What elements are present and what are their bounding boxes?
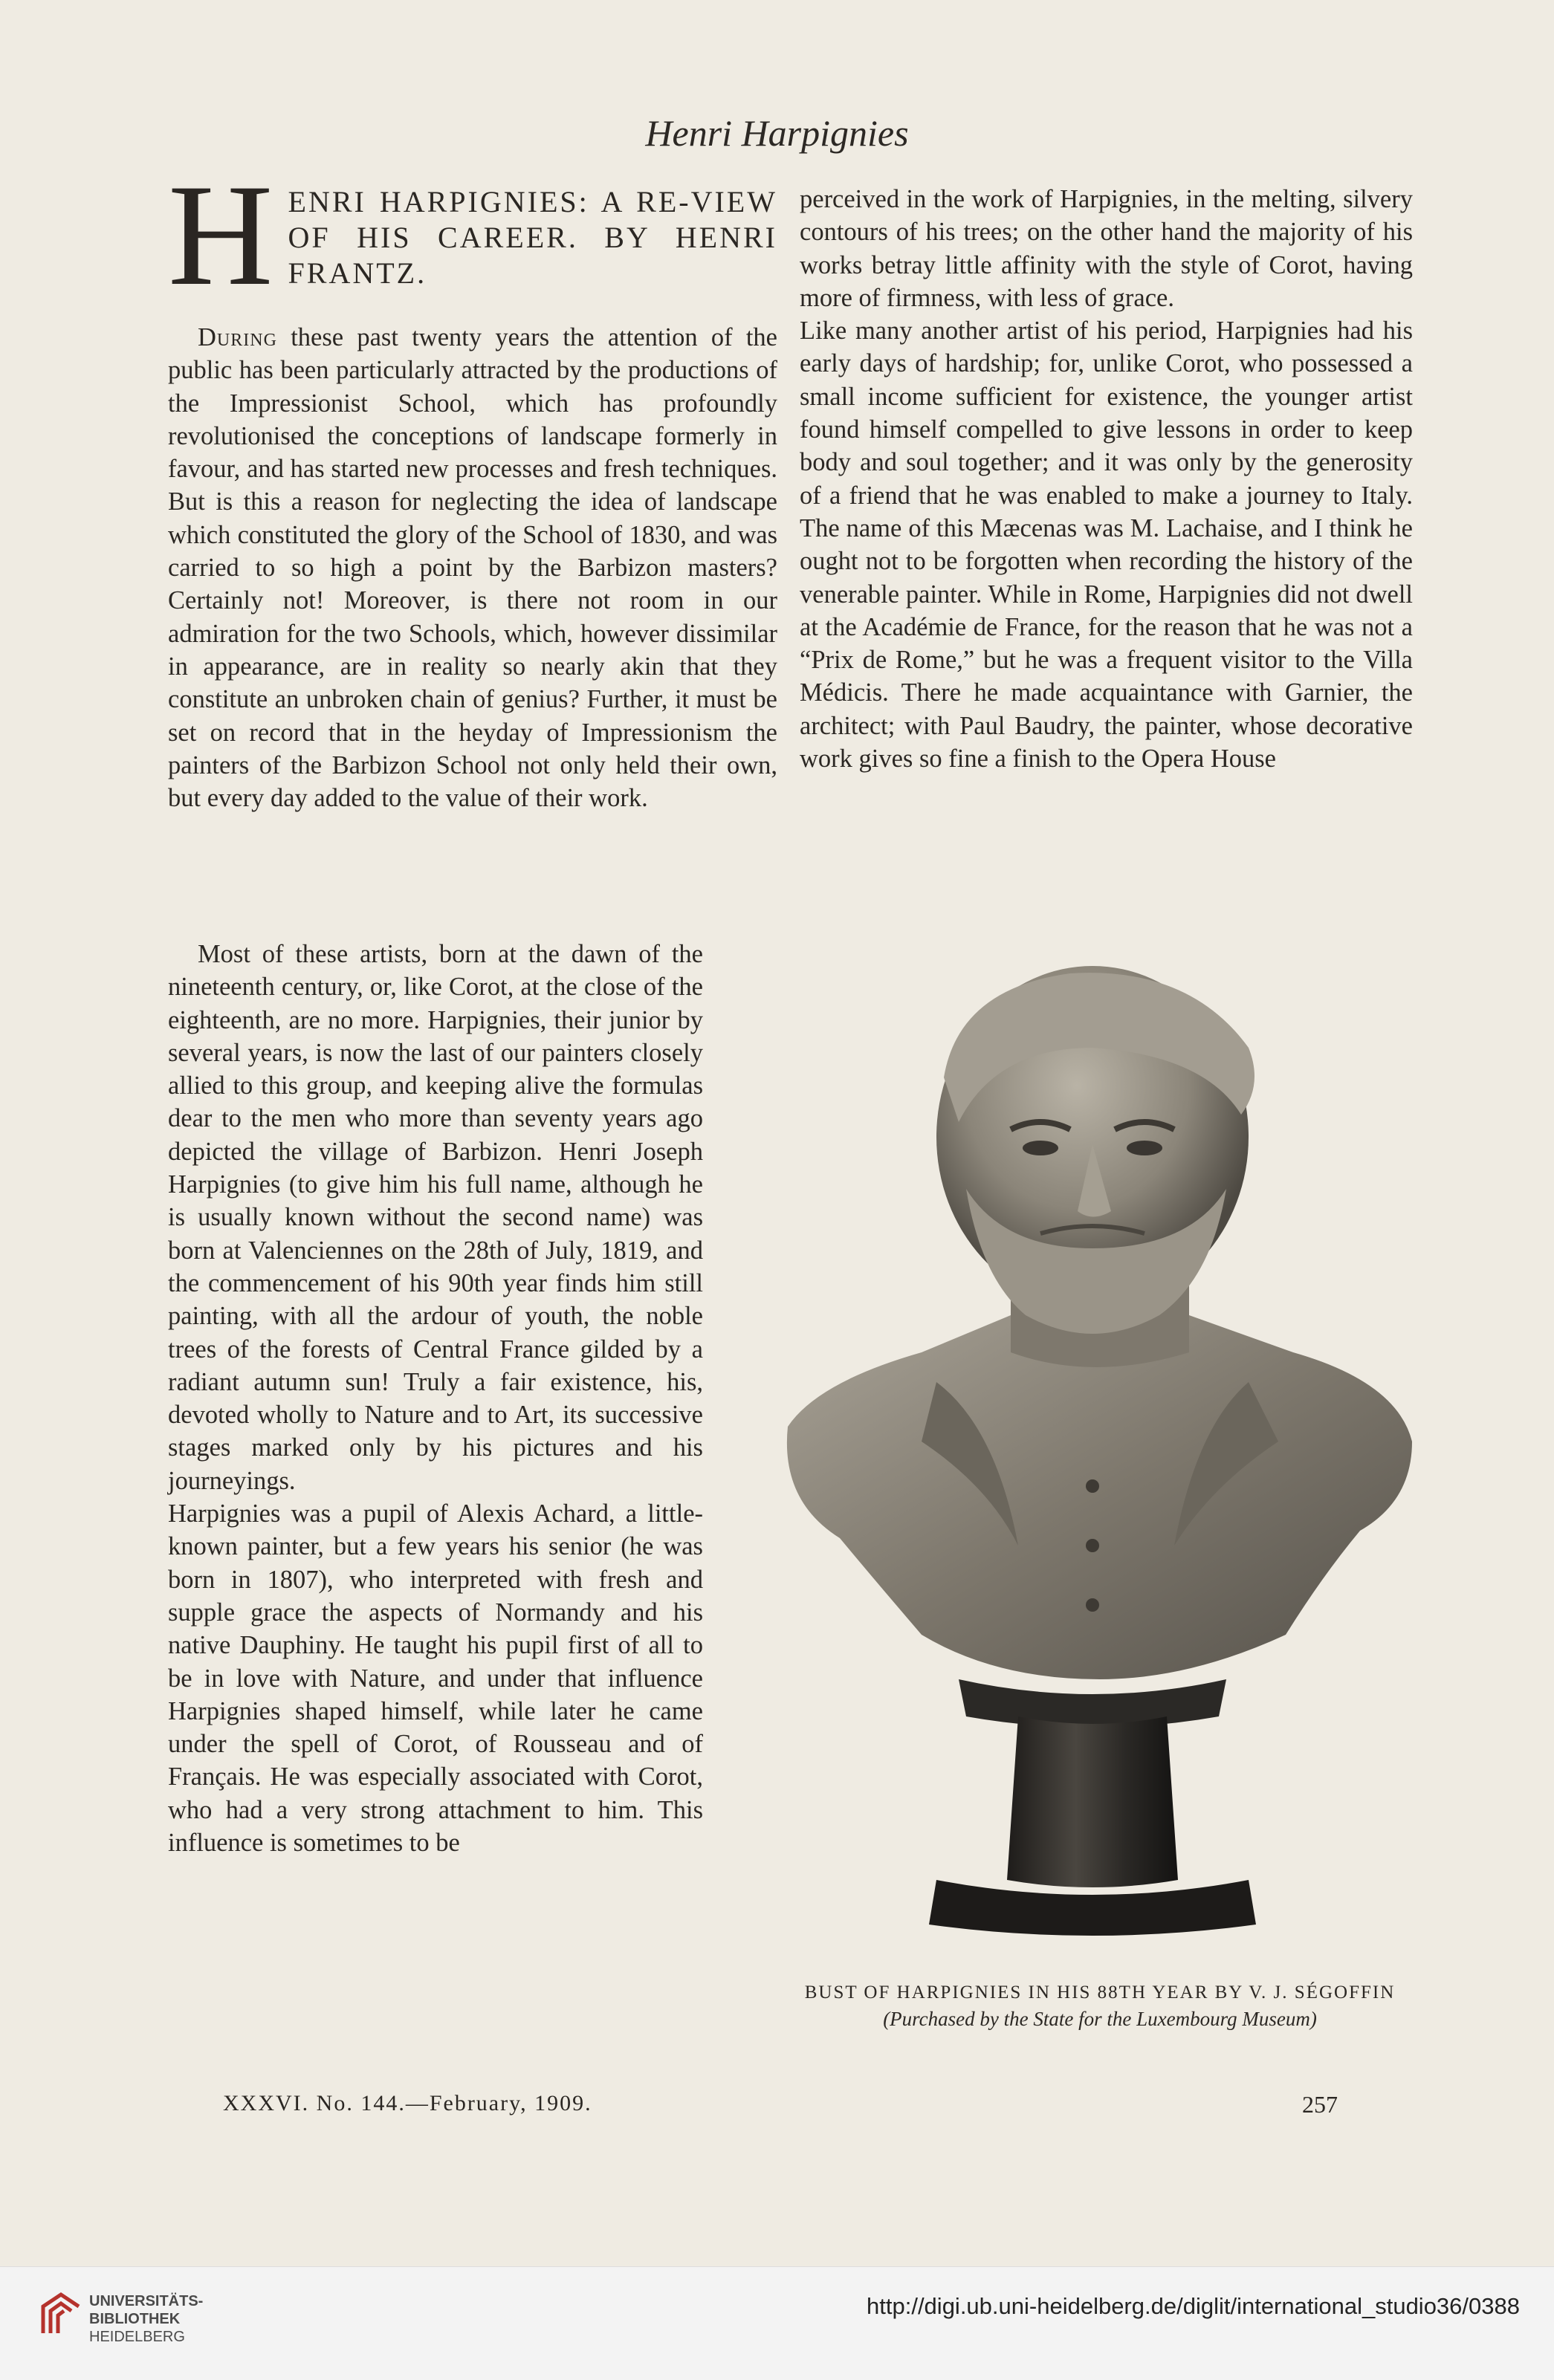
paragraph-artists: Most of these artists, born at the dawn of the nineteenth century, or, like Corot, at the close of the eighteenth, are no more. Harpignies, their junior by several years, is now the last of our painters closely allied to this group, and keeping alive the formulas dear to the men who more than seventy years ago depicted the village of Barbizon. Henri Joseph Harpignies (to give him his full name, although he is usually known without the second name) was born at Valenciennes on the 28th of July, 1819, and the commencement of his 90th year finds him still painting, with all the ardour of youth, the noble trees of the forests of Central France gilded by a radiant autumn sun! Truly a fair existence, his, devoted wholly to Nature and to Art, its successive stages marked only by his pictures and his journeyings. xyxy=(168,940,703,1495)
right-column xyxy=(800,183,1413,775)
paragraph-hardship: Like many another artist of his period, Harpignies had his early days of hardship; for, unlike Corot, who possessed a small income sufficient for existence, the younger artist found himself compelled to give lessons in order to keep body and soul together; and it was only by the generosity of a friend that he was enabled to make a journey to Italy. The name of this Mæcenas was M. Lachaise, and I think he ought not to be forgotten when recording the history of the venerable painter. While in Rome, Harpignies did not dwell at the Académie de France, for the reason that he was not a “Prix de Rome,” but he was a frequent visitor to the Villa Médicis. There he made acquaintance with Garnier, the architect; with Paul Baudry, the painter, whose decorative work gives so fine a finish to the Opera House xyxy=(800,317,1413,774)
page-number: 257 xyxy=(1302,2091,1338,2118)
figure-caption xyxy=(773,1982,1427,2031)
source-url-link[interactable]: http://digi.ub.uni-heidelberg.de/diglit/international_studio36/0388 xyxy=(867,2293,1520,2319)
paragraph-intro xyxy=(168,321,777,814)
bust-image xyxy=(773,966,1427,1962)
library-name-line2: BIBLIOTHEK xyxy=(89,2311,181,2327)
library-name-line1: UNIVERSITÄTS- xyxy=(89,2293,204,2309)
running-head: Henri Harpignies xyxy=(645,112,909,154)
library-name xyxy=(89,2292,203,2346)
library-name-line3: HEIDELBERG xyxy=(89,2329,185,2345)
article-headline xyxy=(168,155,777,316)
left-column xyxy=(168,155,777,814)
issue-footer: XXXVI. No. 144.—February, 1909. xyxy=(223,2091,592,2115)
bust-illustration xyxy=(773,966,1427,1962)
headline-text: ENRI HARPIGNIES: A RE-VIEW OF HIS CAREER. BY HENRI FRANTZ. xyxy=(288,185,777,290)
library-footer-bar xyxy=(0,2266,1554,2380)
paragraph-continued: perceived in the work of Harpignies, in the melting, silvery contours of his trees; on the other hand the majority of his works betray little affinity with the style of Corot, having more of firmness, with less of grace. xyxy=(800,185,1413,312)
paragraph-pupil: Harpignies was a pupil of Alexis Achard, a little-known painter, but a few years his senior (he was born in 1807), who interpreted with fresh and supple grace the aspects of Normandy and his native Dauphiny. He taught his pupil first of all to be in love with Nature, and under that influence Harpignies shaped himself, while later he came under the spell of Corot, of Rousseau and of Français. He was especially associated with Corot, who had a very strong attachment to him. This influence is sometimes to be xyxy=(168,1499,703,1858)
paragraph-lead-word: During xyxy=(198,323,277,351)
lower-left-column xyxy=(168,938,703,1859)
caption-note: (Purchased by the State for the Luxembourg Museum) xyxy=(883,2008,1317,2030)
paragraph-body: these past twenty years the attention of the public has been particularly attracted by the productions of the Impressionist School, which has profoundly revolutionised the conceptions of landscape formerly in favour, and has started new processes and fresh techniques. But is this a reason for neglecting the idea of landscape which constituted the glory of the School of 1830, and was carried to so high a point by the Barbizon masters? Certainly not! Moreover, is there not room in our admiration for the two Schools, which, however dissimilar in appearance, are in reality so nearly akin that they constitute an unbroken chain of genius? Further, it must be set on record that in the heyday of Impressionism the painters of the Barbizon School not only held their own, but every day added to the value of their work. xyxy=(168,323,777,813)
library-logo-icon xyxy=(39,2290,83,2341)
drop-cap: H xyxy=(168,155,273,316)
caption-title: BUST OF HARPIGNIES IN HIS 88TH YEAR BY V. J. SÉGOFFIN xyxy=(804,1982,1396,2003)
